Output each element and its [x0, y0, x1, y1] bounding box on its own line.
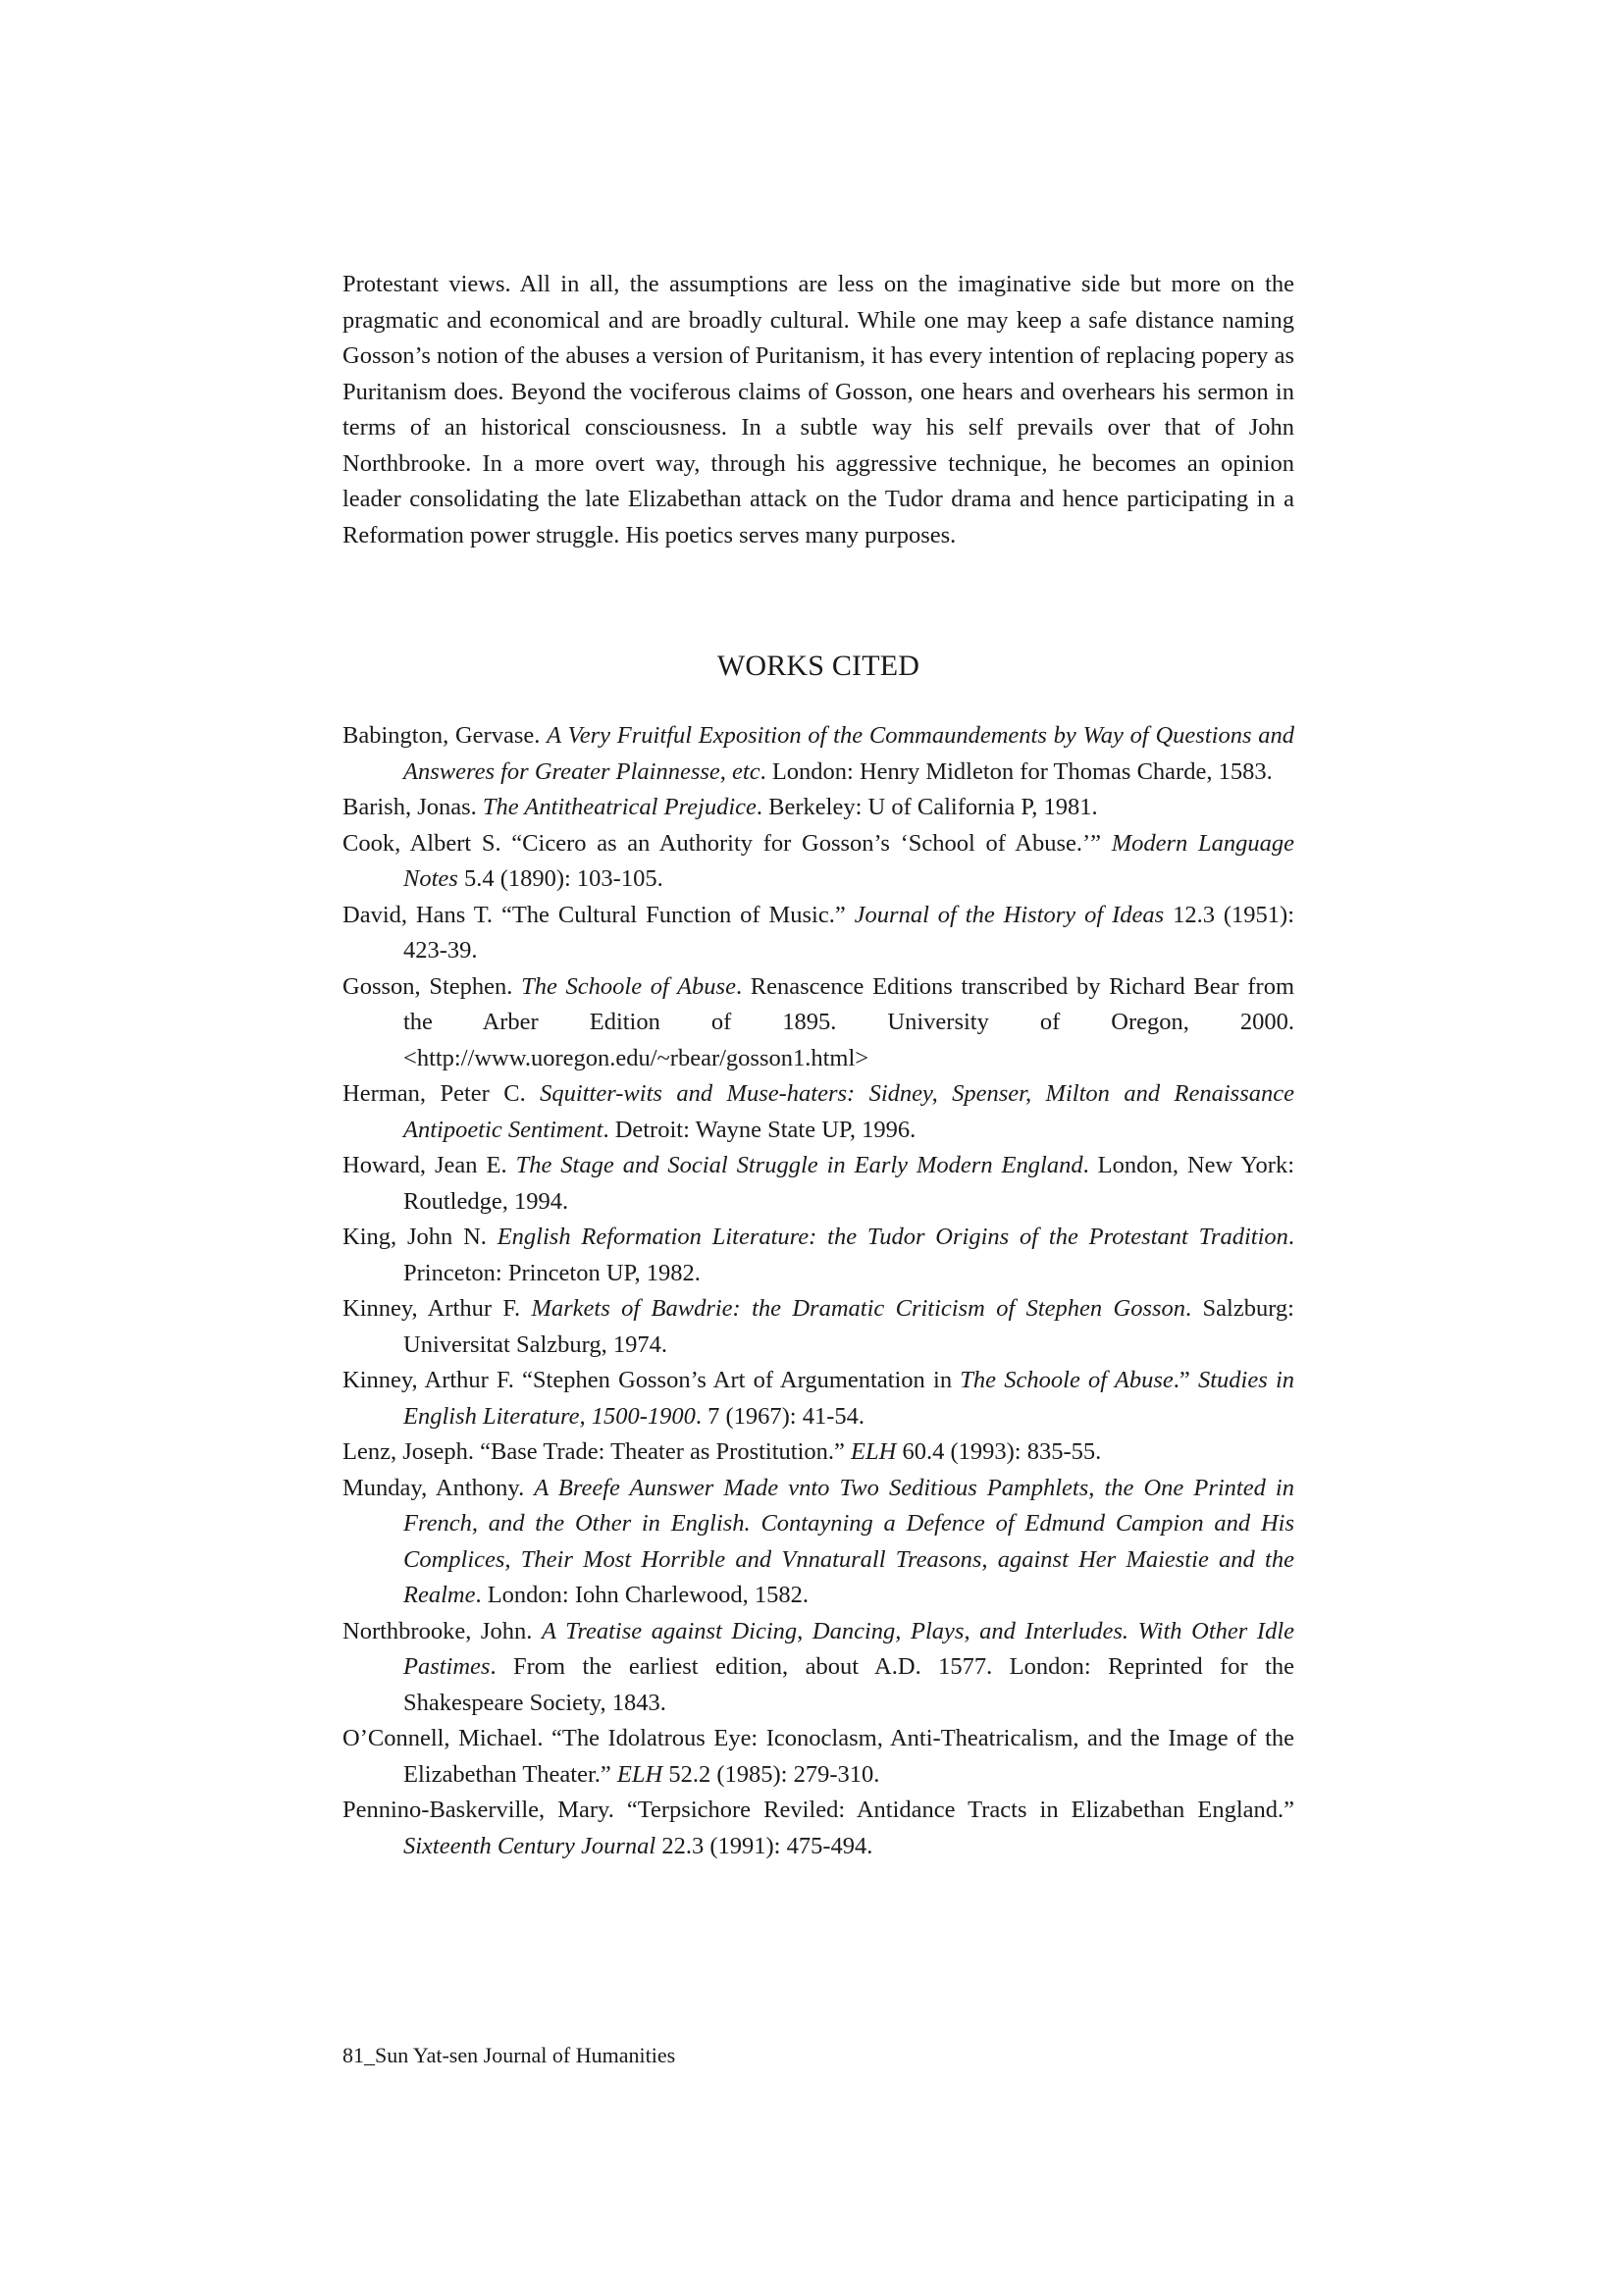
reference-text: .” [1173, 1367, 1198, 1393]
reference-text: Pennino-Baskerville, Mary. “Terpsichore Reviled: Antidance Tracts in Elizabethan England.” [342, 1797, 1294, 1823]
reference-text: Howard, Jean E. [342, 1152, 516, 1178]
page-footer: 81_Sun Yat-sen Journal of Humanities [342, 2043, 676, 2067]
reference-text: 60.4 (1993): 835-55. [896, 1438, 1102, 1465]
reference-entry [342, 1471, 1294, 1614]
reference-entry [342, 1220, 1294, 1291]
reference-title: The Schoole of Abuse [960, 1367, 1174, 1393]
reference-title: English Reformation Literature: the Tudor Origins of the Protestant Tradition [497, 1224, 1288, 1250]
reference-text: Northbrooke, John. [342, 1617, 542, 1644]
body-paragraph: Protestant views. All in all, the assumptions are less on the imaginative side but more on the pragmatic and economical and are broadly cultural. While one may keep a safe distance naming Gosson’s notion of the abuses a version of Puritanism, it has every intention of replacing popery as Puritanism does. Beyond the vociferous claims of Gosson, one hears and overhears his sermon in terms of an historical consciousness. In a subtle way his self prevails over that of John Northbrooke. In a more overt way, through his aggressive technique, he becomes an opinion leader consolidating the late Elizabethan attack on the Tudor drama and hence participating in a Reformation power struggle. His poetics serves many purposes. [342, 271, 1294, 548]
reference-title: A Treatise against Dicing, Dancing, Plays, and Interludes. With Other Idle Pastimes [403, 1617, 1294, 1680]
reference-text: Herman, Peter C. [342, 1080, 541, 1107]
reference-text: King, John N. [342, 1224, 498, 1250]
reference-title: Modern Language Notes [403, 829, 1294, 892]
reference-entry [342, 1721, 1294, 1793]
reference-text: 12.3 (1951): 423-39. [403, 901, 1295, 964]
reference-entry [342, 1148, 1294, 1220]
reference-text: Lenz, Joseph. “Base Trade: Theater as Prostitution.” [342, 1438, 852, 1465]
reference-title: A Breefe Aunswer Made vnto Two Seditious Pamphlets, the One Printed in French, and the Other in English. Contayning a Defence of Edmund Campion and His Complices, Their Most Horrible and Vnnaturall Treasons, against Her Maiestie and the Realme [403, 1474, 1294, 1608]
reference-title: ELH [616, 1760, 663, 1788]
works-cited-heading: WORKS CITED [716, 650, 920, 682]
reference-text: Babington, Gervase. [342, 722, 548, 749]
reference-text: David, Hans T. “The Cultural Function of Music.” [342, 901, 855, 928]
reference-text: 5.4 (1890): 103-105. [457, 865, 663, 892]
reference-text: . Detroit: Wayne State UP, 1996. [602, 1116, 917, 1143]
reference-entry [342, 790, 1294, 826]
reference-text: Kinney, Arthur F. [342, 1295, 532, 1322]
reference-entry [342, 1076, 1294, 1148]
reference-entry [342, 826, 1294, 898]
reference-entry [342, 898, 1294, 969]
reference-title: The Antitheatrical Prejudice [482, 794, 757, 820]
reference-entry [342, 1793, 1294, 1864]
reference-text: . Princeton: Princeton UP, 1982. [403, 1224, 1295, 1286]
reference-text: Gosson, Stephen. [342, 972, 522, 1000]
reference-text: . 7 (1967): 41-54. [695, 1402, 865, 1430]
reference-text: Kinney, Arthur F. “Stephen Gosson’s Art of Argumentation in [342, 1367, 961, 1393]
reference-text: . Berkeley: U of California P, 1981. [756, 794, 1098, 820]
reference-text: Cook, Albert S. “Cicero as an Authority for Gosson’s ‘School of Abuse.’” [342, 829, 1112, 857]
reference-entry [342, 1291, 1294, 1363]
reference-entry [342, 1363, 1294, 1434]
reference-title: Markets of Bawdrie: the Dramatic Criticism of Stephen Gosson [531, 1295, 1186, 1322]
reference-text: . London, New York: Routledge, 1994. [403, 1152, 1294, 1215]
reference-text: Munday, Anthony. [342, 1474, 535, 1501]
reference-text: . Renascence Editions transcribed by Richard Bear from the Arber Edition of 1895. University of Oregon, 2000. <http://www.uoregon.edu/~rbear/gosson1.html> [403, 972, 1295, 1071]
works-cited-list [342, 718, 1294, 1864]
reference-entry [342, 1434, 1294, 1471]
reference-text: . From the earliest edition, about A.D. 1577. London: Reprinted for the Shakespeare Society, 1843. [403, 1653, 1294, 1716]
reference-title: A Very Fruitful Exposition of the Commaundements by Way of Questions and Answeres for Greater Plainnesse, etc [403, 722, 1295, 785]
reference-text: 52.2 (1985): 279-310. [662, 1760, 880, 1788]
reference-text: . London: Henry Midleton for Thomas Charde, 1583. [760, 757, 1273, 785]
reference-text: O’Connell, Michael. “The Idolatrous Eye: Iconoclasm, Anti-Theatricalism, and the Image of the Elizabethan Theater.” [342, 1725, 1294, 1788]
reference-title: Sixteenth Century Journal [403, 1832, 656, 1859]
reference-title: The Schoole of Abuse [521, 972, 736, 1000]
reference-title: Squitter-wits and Muse-haters: Sidney, Spenser, Milton and Renaissance Antipoetic Sentiment [403, 1080, 1294, 1143]
reference-title: Journal of the History of Ideas [854, 901, 1165, 928]
reference-entry [342, 969, 1294, 1077]
reference-text: . London: Iohn Charlewood, 1582. [475, 1582, 810, 1608]
reference-text: 22.3 (1991): 475-494. [655, 1832, 873, 1859]
reference-text: . Salzburg: Universitat Salzburg, 1974. [403, 1295, 1294, 1358]
page-content [342, 267, 1294, 1864]
reference-title: The Stage and Social Struggle in Early Modern England [515, 1152, 1083, 1178]
reference-entry [342, 718, 1294, 790]
reference-entry [342, 1614, 1294, 1722]
reference-text: Barish, Jonas. [342, 794, 483, 820]
reference-title: Studies in English Literature, 1500-1900 [403, 1367, 1294, 1430]
reference-title: ELH [851, 1438, 897, 1465]
